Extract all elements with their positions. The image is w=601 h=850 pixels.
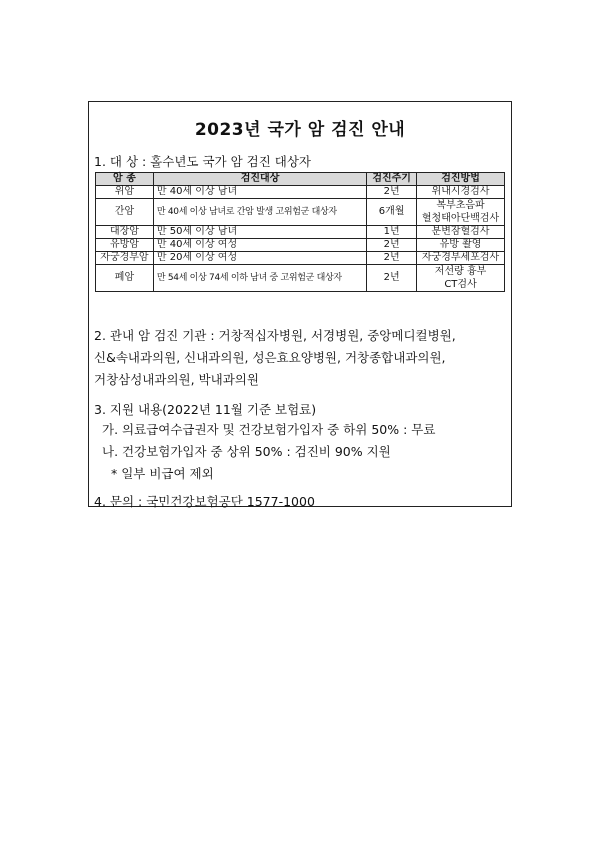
section-2-line-2: 신&속내과의원, 신내과의원, 성은효요양병원, 거창종합내과의원, <box>94 350 446 365</box>
table-row <box>96 239 505 252</box>
cell-method <box>417 265 505 292</box>
table-row <box>96 199 505 226</box>
table-row <box>96 252 505 265</box>
header-cycle: 검진주기 <box>367 173 417 186</box>
section-2-line-1: 2. 관내 암 검진 기관 : 거창적십자병원, 서경병원, 중앙메디컬병원, <box>94 328 456 343</box>
cell-cancer-type: 폐암 <box>96 265 154 292</box>
section-1-target: 1. 대 상 : 홀수년도 국가 암 검진 대상자 <box>94 154 311 169</box>
table-header-row <box>96 173 505 186</box>
cell-method: 유방 촬영 <box>417 239 505 252</box>
cell-target: 만 40세 이상 남녀로 간암 발생 고위험군 대상자 <box>153 199 366 226</box>
section-3-heading: 3. 지원 내용(2022년 11월 기준 보험료) <box>94 402 317 417</box>
cell-method: 분변잠혈검사 <box>417 226 505 239</box>
cell-target: 만 50세 이상 남녀 <box>153 226 366 239</box>
section-3-item-b: 나. 건강보험가입자 중 상위 50% : 검진비 90% 지원 <box>102 444 391 459</box>
cell-cycle: 2년 <box>367 265 417 292</box>
cell-target: 만 40세 이상 남녀 <box>153 186 366 199</box>
header-target: 검진대상 <box>153 173 366 186</box>
section-3-note: * 일부 비급여 제외 <box>111 466 214 481</box>
table-row <box>96 265 505 292</box>
cancer-screening-table <box>95 172 505 292</box>
method-line: CT검사 <box>444 279 477 290</box>
cell-cycle: 2년 <box>367 239 417 252</box>
header-cancer-type: 암 종 <box>96 173 154 186</box>
cell-cancer-type: 간암 <box>96 199 154 226</box>
method-line: 저선량 흉부 <box>434 266 487 277</box>
cell-cancer-type: 대장암 <box>96 226 154 239</box>
cell-cycle: 2년 <box>367 252 417 265</box>
cell-target: 만 20세 이상 여성 <box>153 252 366 265</box>
cell-target: 만 54세 이상 74세 이하 남녀 중 고위험군 대상자 <box>153 265 366 292</box>
method-line: 복부초음파 <box>436 200 485 211</box>
method-line: 혈청태아단백검사 <box>421 213 500 224</box>
cell-cycle: 6개월 <box>367 199 417 226</box>
cell-method: 자궁경부세포검사 <box>417 252 505 265</box>
cell-method <box>417 199 505 226</box>
notice-title: 2023년 국가 암 검진 안내 <box>194 120 406 140</box>
cell-method: 위내시경검사 <box>417 186 505 199</box>
cell-target: 만 40세 이상 여성 <box>153 239 366 252</box>
cell-cancer-type: 위암 <box>96 186 154 199</box>
table-row <box>96 186 505 199</box>
header-method: 검진방법 <box>417 173 505 186</box>
cell-cycle: 2년 <box>367 186 417 199</box>
table-row <box>96 226 505 239</box>
cell-cancer-type: 자궁경부암 <box>96 252 154 265</box>
section-3-item-a: 가. 의료급여수급권자 및 건강보험가입자 중 하위 50% : 무료 <box>102 422 436 437</box>
cell-cancer-type: 유방암 <box>96 239 154 252</box>
notice-frame <box>88 101 512 507</box>
section-4-contact: 4. 문의 : 국민건강보험공단 1577-1000 <box>94 494 315 509</box>
section-2-line-3: 거창삼성내과의원, 박내과의원 <box>94 372 259 387</box>
cell-cycle: 1년 <box>367 226 417 239</box>
